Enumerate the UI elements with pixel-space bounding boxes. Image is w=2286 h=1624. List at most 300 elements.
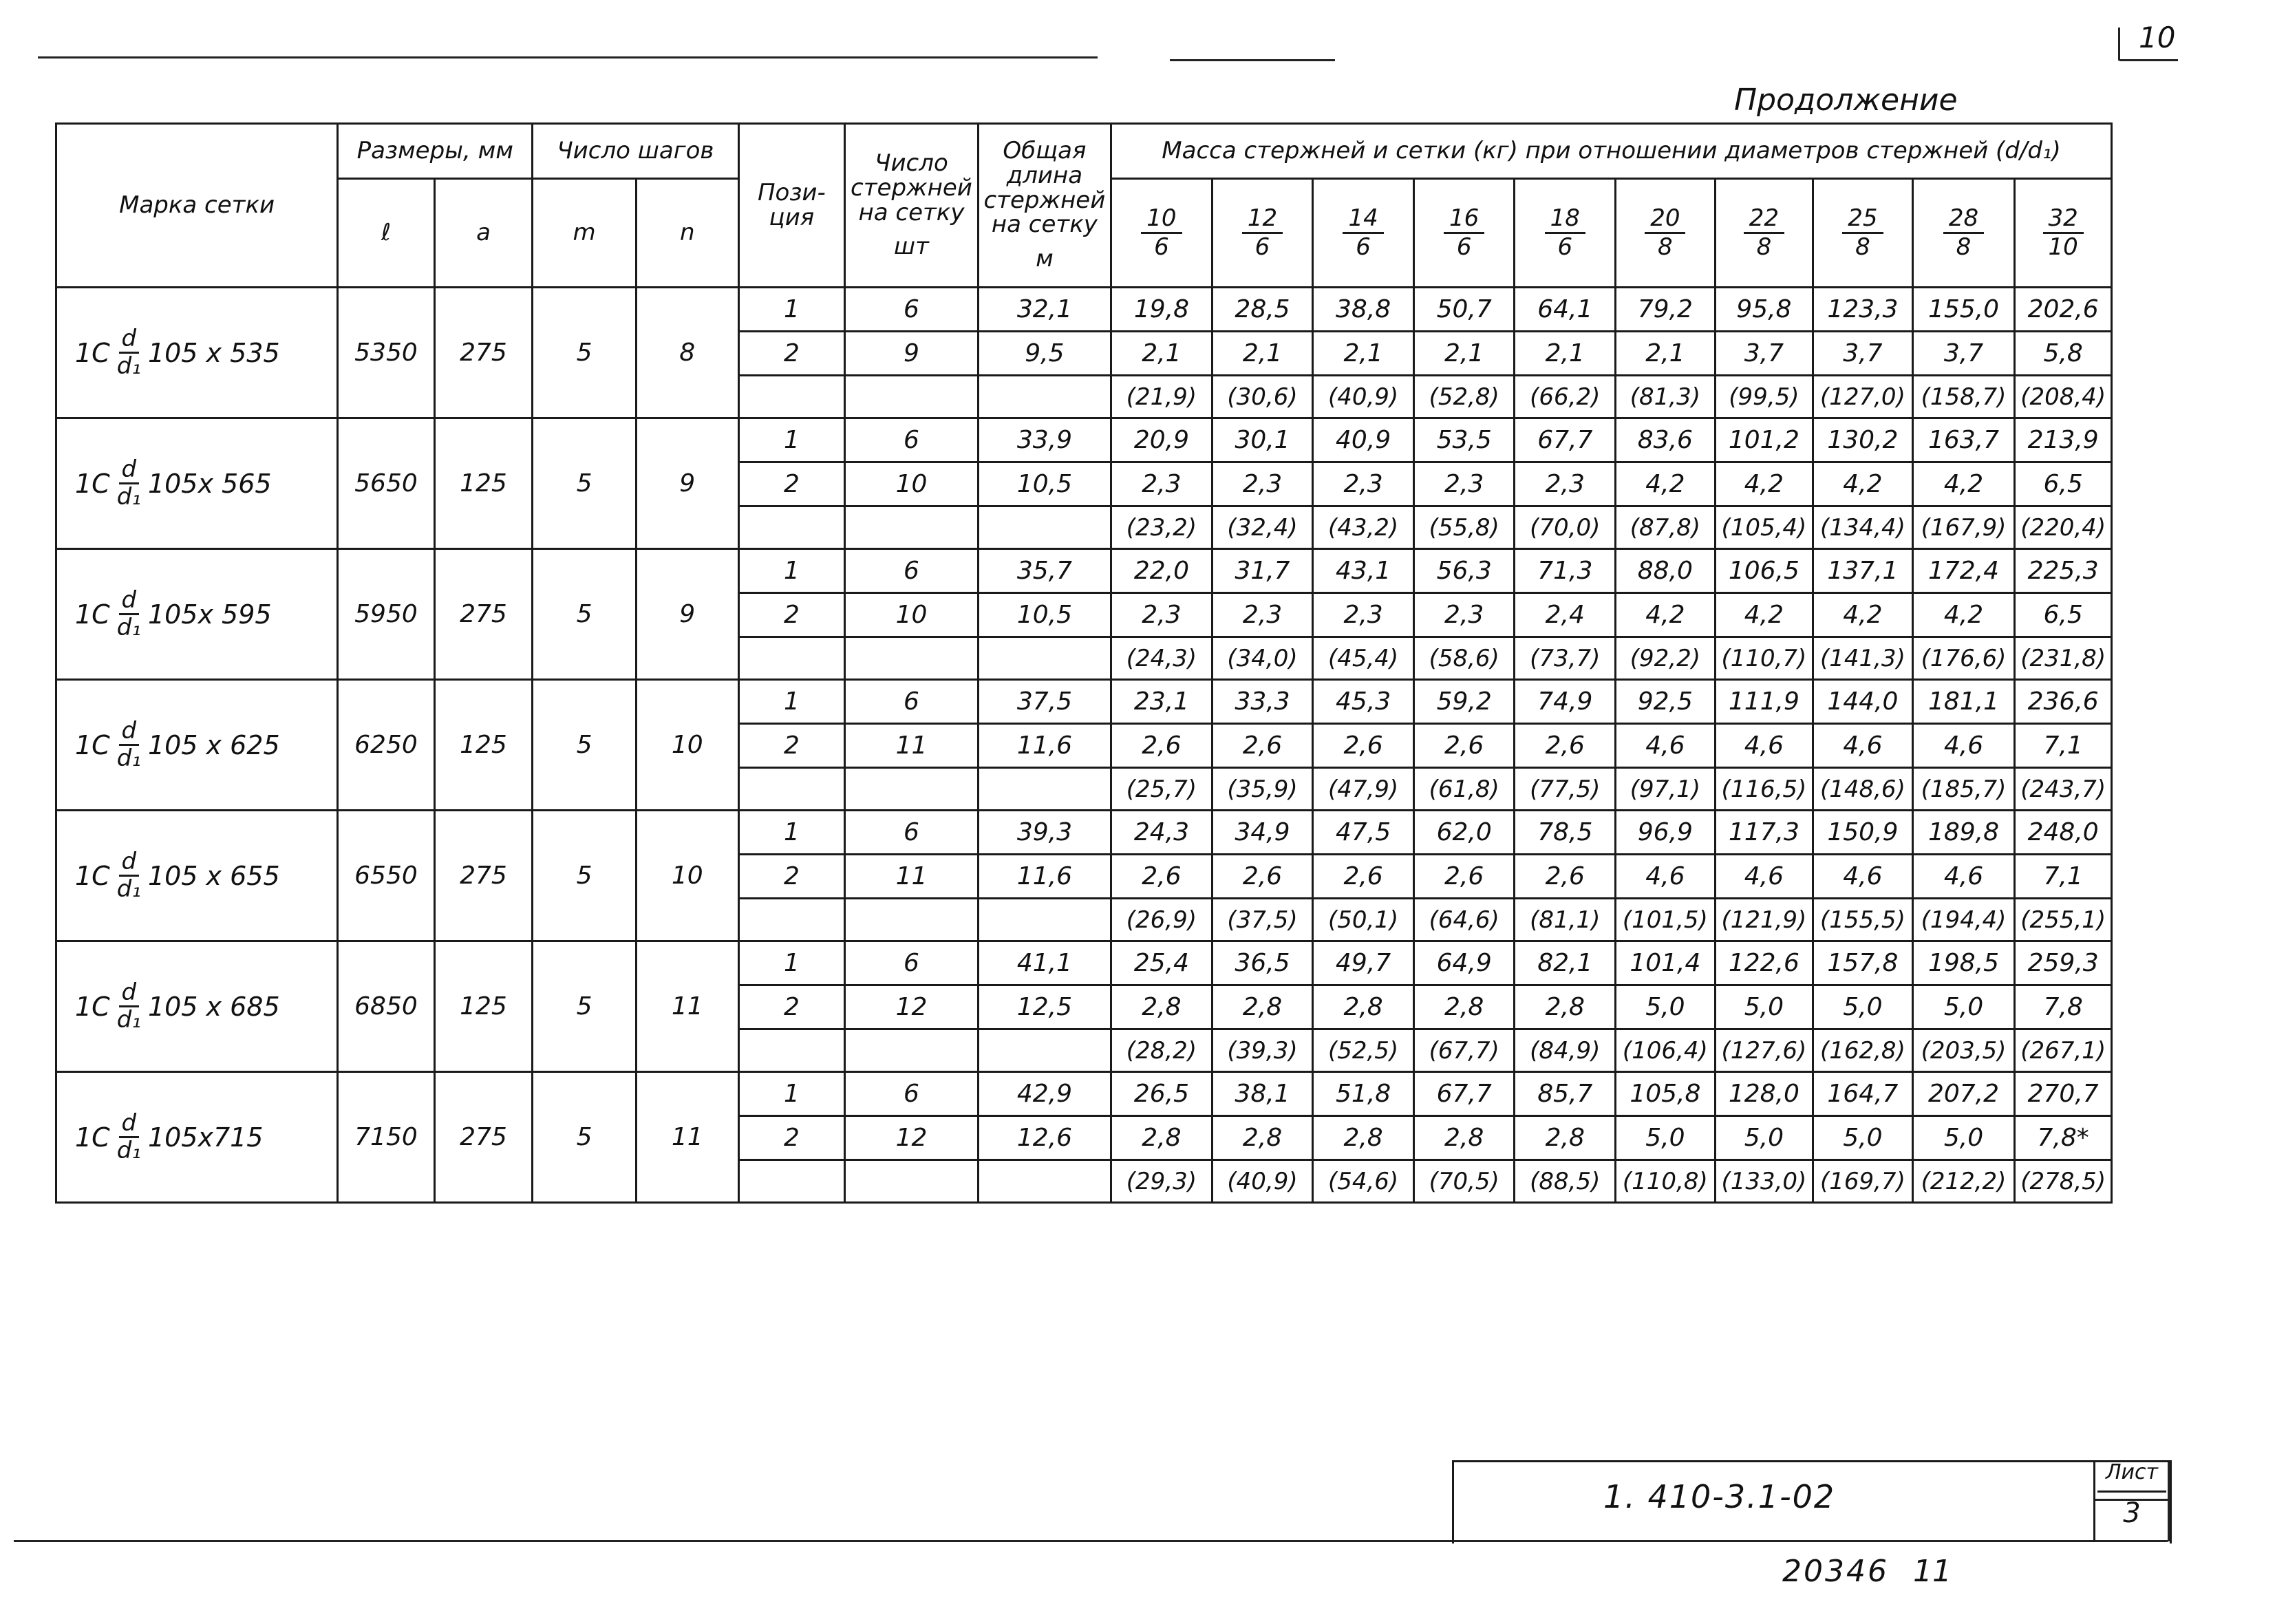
mass-cell: 144,0	[1813, 680, 1913, 724]
mass-cell: 30,1	[1212, 418, 1313, 462]
mass-cell: 43,1	[1313, 549, 1414, 593]
mark-size: 105 x 685	[147, 991, 280, 1022]
empty-cell	[845, 506, 978, 549]
mark-l: 6850	[338, 941, 434, 1072]
position-cell: 2	[738, 985, 845, 1029]
mass-cell: 2,8	[1515, 1116, 1616, 1160]
mark-frac-num: d	[119, 588, 140, 615]
header-l: ℓ	[338, 179, 434, 288]
total-mass-cell: (35,9)	[1212, 768, 1313, 811]
mark-fraction	[117, 718, 141, 772]
mass-cell: 2,3	[1515, 462, 1616, 506]
mark-l: 6250	[338, 680, 434, 811]
mass-cell: 85,7	[1515, 1072, 1616, 1116]
total-mass-cell: (81,1)	[1515, 899, 1616, 941]
empty-cell	[978, 768, 1111, 811]
total-mass-cell: (267,1)	[2015, 1029, 2112, 1072]
ratio-num: 18	[1545, 205, 1585, 234]
mass-cell: 164,7	[1813, 1072, 1913, 1116]
position-cell: 2	[738, 593, 845, 637]
mass-cell: 157,8	[1813, 941, 1913, 985]
count-cell: 12	[845, 1116, 978, 1160]
total-mass-cell: (55,8)	[1413, 506, 1515, 549]
length-cell: 42,9	[978, 1072, 1111, 1116]
mass-cell: 270,7	[2015, 1072, 2112, 1116]
empty-cell	[738, 768, 845, 811]
mark-cell	[56, 288, 338, 418]
mass-cell: 4,2	[1813, 593, 1913, 637]
ratio-den: 6	[1557, 233, 1573, 261]
total-mass-cell: (148,6)	[1813, 768, 1913, 811]
count-cell: 10	[845, 593, 978, 637]
mass-cell: 4,6	[1912, 855, 2015, 899]
mass-cell: 2,6	[1515, 855, 1616, 899]
mark-fraction	[117, 588, 141, 641]
mass-cell: 2,6	[1413, 855, 1515, 899]
count-cell: 12	[845, 985, 978, 1029]
mass-cell: 2,1	[1413, 332, 1515, 376]
total-mass-cell: (88,5)	[1515, 1160, 1616, 1203]
empty-cell	[738, 506, 845, 549]
ratio-num: 14	[1343, 205, 1383, 234]
ratio-den: 8	[1658, 233, 1673, 261]
mark-cell	[56, 811, 338, 941]
mass-cell: 2,8	[1515, 985, 1616, 1029]
mark-a: 125	[434, 941, 533, 1072]
total-mass-cell: (40,9)	[1212, 1160, 1313, 1203]
header-steps: Число шагов	[533, 124, 738, 179]
total-mass-cell: (212,2)	[1912, 1160, 2015, 1203]
total-mass-cell: (84,9)	[1515, 1029, 1616, 1072]
mark-fraction	[117, 980, 141, 1034]
mass-cell: 2,1	[1313, 332, 1414, 376]
count-cell: 6	[845, 680, 978, 724]
top-rule-left	[38, 56, 1098, 58]
mark-m: 5	[533, 549, 637, 680]
total-mass-cell: (52,5)	[1313, 1029, 1414, 1072]
mass-cell: 3,7	[1813, 332, 1913, 376]
mass-cell: 2,8	[1413, 1116, 1515, 1160]
header-count-label: Число стержней на сетку	[851, 149, 972, 226]
mass-cell: 45,3	[1313, 680, 1414, 724]
empty-cell	[845, 899, 978, 941]
total-mass-cell: (127,0)	[1813, 376, 1913, 418]
mass-cell: 5,0	[1715, 985, 1813, 1029]
total-mass-cell: (87,8)	[1616, 506, 1716, 549]
total-mass-cell: (40,9)	[1313, 376, 1414, 418]
mark-n: 9	[636, 549, 738, 680]
mass-cell: 172,4	[1912, 549, 2015, 593]
mass-cell: 2,8	[1111, 1116, 1213, 1160]
empty-cell	[978, 376, 1111, 418]
total-mass-cell: (134,4)	[1813, 506, 1913, 549]
header-mass: Масса стержней и сетки (кг) при отношении диаметров стержней (d/d₁)	[1111, 124, 2112, 179]
mark-n: 10	[636, 811, 738, 941]
mark-size: 105 x 625	[147, 729, 280, 760]
mass-cell: 5,0	[1616, 1116, 1716, 1160]
total-mass-cell: (127,6)	[1715, 1029, 1813, 1072]
total-mass-cell: (121,9)	[1715, 899, 1813, 941]
mass-cell: 2,1	[1515, 332, 1616, 376]
mark-m: 5	[533, 288, 637, 418]
mass-cell: 24,3	[1111, 811, 1213, 855]
header-ratio	[1413, 179, 1515, 288]
position-cell: 1	[738, 941, 845, 985]
mass-cell: 53,5	[1413, 418, 1515, 462]
position-cell: 1	[738, 1072, 845, 1116]
mass-cell: 5,0	[1813, 985, 1913, 1029]
length-cell: 9,5	[978, 332, 1111, 376]
mass-cell: 5,0	[1715, 1116, 1813, 1160]
mass-cell: 111,9	[1715, 680, 1813, 724]
mark-l: 7150	[338, 1072, 434, 1203]
total-mass-cell: (106,4)	[1616, 1029, 1716, 1072]
mass-cell: 198,5	[1912, 941, 2015, 985]
total-mass-cell: (81,3)	[1616, 376, 1716, 418]
mark-fraction	[117, 457, 141, 511]
ratio-num: 12	[1242, 205, 1283, 234]
mass-cell: 4,2	[1912, 462, 2015, 506]
total-mass-cell: (66,2)	[1515, 376, 1616, 418]
total-mass-cell: (25,7)	[1111, 768, 1213, 811]
mass-cell: 155,0	[1912, 288, 2015, 332]
ratio-num: 20	[1645, 205, 1685, 234]
total-mass-cell: (162,8)	[1813, 1029, 1913, 1072]
ratio-den: 6	[1154, 233, 1169, 261]
mass-cell: 2,6	[1111, 724, 1213, 768]
mass-cell: 2,3	[1413, 593, 1515, 637]
position-cell: 1	[738, 418, 845, 462]
total-mass-cell: (105,4)	[1715, 506, 1813, 549]
mark-frac-den: d₁	[116, 614, 141, 641]
mark-l: 6550	[338, 811, 434, 941]
header-ratio	[1111, 179, 1213, 288]
mass-cell: 38,1	[1212, 1072, 1313, 1116]
mass-cell: 2,6	[1111, 855, 1213, 899]
ratio-num: 28	[1943, 205, 1984, 234]
mass-cell: 105,8	[1616, 1072, 1716, 1116]
count-cell: 6	[845, 288, 978, 332]
mass-cell: 64,9	[1413, 941, 1515, 985]
empty-cell	[738, 376, 845, 418]
total-mass-cell: (194,4)	[1912, 899, 2015, 941]
mass-cell: 50,7	[1413, 288, 1515, 332]
mass-cell: 3,7	[1715, 332, 1813, 376]
mass-cell: 2,6	[1413, 724, 1515, 768]
table-row	[56, 288, 2112, 332]
mark-prefix: 1С	[75, 468, 110, 499]
mass-cell: 4,2	[1616, 462, 1716, 506]
mass-cell: 33,3	[1212, 680, 1313, 724]
empty-cell	[845, 376, 978, 418]
mark-n: 8	[636, 288, 738, 418]
ratio-num: 32	[2043, 205, 2084, 234]
header-ratio	[1616, 179, 1716, 288]
sheet-label: Лист	[2097, 1460, 2166, 1493]
mark-frac-den: d₁	[116, 745, 141, 772]
header-ratio	[1515, 179, 1616, 288]
header-length	[978, 124, 1111, 288]
mass-cell: 3,7	[1912, 332, 2015, 376]
header-mark: Марка сетки	[56, 124, 338, 288]
mass-cell: 47,5	[1313, 811, 1414, 855]
mass-cell: 150,9	[1813, 811, 1913, 855]
mass-cell: 31,7	[1212, 549, 1313, 593]
length-cell: 41,1	[978, 941, 1111, 985]
total-mass-cell: (243,7)	[2015, 768, 2112, 811]
mass-cell: 4,2	[1616, 593, 1716, 637]
mark-l: 5350	[338, 288, 434, 418]
ratio-den: 10	[2048, 233, 2078, 261]
top-rule-right	[2119, 59, 2178, 61]
total-mass-cell: (110,8)	[1616, 1160, 1716, 1203]
total-mass-cell: (208,4)	[2015, 376, 2112, 418]
total-mass-cell: (73,7)	[1515, 637, 1616, 680]
total-mass-cell: (101,5)	[1616, 899, 1716, 941]
mass-cell: 259,3	[2015, 941, 2112, 985]
mass-cell: 137,1	[1813, 549, 1913, 593]
mass-cell: 74,9	[1515, 680, 1616, 724]
mass-cell: 2,3	[1111, 593, 1213, 637]
mass-cell: 122,6	[1715, 941, 1813, 985]
mass-cell: 225,3	[2015, 549, 2112, 593]
mass-cell: 59,2	[1413, 680, 1515, 724]
total-mass-cell: (99,5)	[1715, 376, 1813, 418]
mass-cell: 64,1	[1515, 288, 1616, 332]
position-cell: 1	[738, 288, 845, 332]
continuation-label: Продолжение	[1734, 83, 1958, 118]
ratio-den: 8	[1855, 233, 1870, 261]
header-sizes: Размеры, мм	[338, 124, 533, 179]
total-mass-cell: (70,5)	[1413, 1160, 1515, 1203]
mass-cell: 62,0	[1413, 811, 1515, 855]
header-ratio	[1813, 179, 1913, 288]
mass-cell: 106,5	[1715, 549, 1813, 593]
mass-cell: 5,0	[1912, 1116, 2015, 1160]
mark-m: 5	[533, 1072, 637, 1203]
mark-a: 125	[434, 680, 533, 811]
mark-frac-den: d₁	[116, 483, 141, 511]
total-mass-cell: (50,1)	[1313, 899, 1414, 941]
inventory-number: 20346	[1782, 1554, 1889, 1589]
mass-cell: 82,1	[1515, 941, 1616, 985]
total-mass-cell: (30,6)	[1212, 376, 1313, 418]
mass-cell: 2,3	[1313, 593, 1414, 637]
empty-cell	[978, 899, 1111, 941]
mass-cell: 19,8	[1111, 288, 1213, 332]
total-mass-cell: (34,0)	[1212, 637, 1313, 680]
table-row	[56, 1072, 2112, 1116]
mass-cell: 2,6	[1313, 724, 1414, 768]
mark-size: 105 x 535	[147, 337, 280, 368]
header-n: n	[636, 179, 738, 288]
mark-frac-den: d₁	[116, 1006, 141, 1034]
mark-prefix: 1С	[75, 599, 110, 630]
mark-cell	[56, 680, 338, 811]
mark-size: 105x 565	[147, 468, 272, 499]
mark-cell	[56, 941, 338, 1072]
mass-cell: 4,2	[1813, 462, 1913, 506]
mark-n: 10	[636, 680, 738, 811]
total-mass-cell: (26,9)	[1111, 899, 1213, 941]
mass-cell: 92,5	[1616, 680, 1716, 724]
mass-cell: 2,8	[1212, 1116, 1313, 1160]
mass-cell: 2,3	[1212, 462, 1313, 506]
mass-cell: 7,1	[2015, 855, 2112, 899]
empty-cell	[738, 1160, 845, 1203]
total-mass-cell: (29,3)	[1111, 1160, 1213, 1203]
table-row	[56, 941, 2112, 985]
length-cell: 10,5	[978, 593, 1111, 637]
mark-cell	[56, 1072, 338, 1203]
mass-cell: 4,6	[1616, 724, 1716, 768]
length-cell: 12,5	[978, 985, 1111, 1029]
table-row	[56, 680, 2112, 724]
header-count-unit: шт	[894, 233, 929, 261]
empty-cell	[738, 1029, 845, 1072]
position-cell: 2	[738, 332, 845, 376]
mark-size: 105x 595	[147, 599, 272, 630]
ratio-den: 8	[1756, 233, 1772, 261]
length-cell: 37,5	[978, 680, 1111, 724]
mass-cell: 2,3	[1413, 462, 1515, 506]
mass-cell: 4,6	[1813, 855, 1913, 899]
length-cell: 35,7	[978, 549, 1111, 593]
reinforcement-mesh-table	[55, 122, 2113, 1204]
mark-prefix: 1С	[75, 991, 110, 1022]
mass-cell: 2,1	[1212, 332, 1313, 376]
empty-cell	[978, 1029, 1111, 1072]
mass-cell: 5,0	[1813, 1116, 1913, 1160]
mark-frac-num: d	[119, 980, 140, 1007]
length-cell: 39,3	[978, 811, 1111, 855]
mass-cell: 4,6	[1813, 724, 1913, 768]
ratio-den: 6	[1254, 233, 1270, 261]
ratio-den: 6	[1456, 233, 1472, 261]
mark-frac-num: d	[119, 457, 140, 484]
total-mass-cell: (92,2)	[1616, 637, 1716, 680]
header-length-unit: м	[1036, 245, 1054, 273]
total-mass-cell: (21,9)	[1111, 376, 1213, 418]
position-cell: 1	[738, 549, 845, 593]
total-mass-cell: (167,9)	[1912, 506, 2015, 549]
empty-cell	[978, 506, 1111, 549]
mass-cell: 248,0	[2015, 811, 2112, 855]
mass-cell: 88,0	[1616, 549, 1716, 593]
mass-cell: 96,9	[1616, 811, 1716, 855]
mass-cell: 2,3	[1111, 462, 1213, 506]
count-cell: 6	[845, 418, 978, 462]
count-cell: 11	[845, 724, 978, 768]
mass-cell: 213,9	[2015, 418, 2112, 462]
header-length-label: Общая длина стержней на сетку	[983, 137, 1106, 239]
mark-fraction	[117, 1111, 141, 1164]
mass-cell: 2,8	[1111, 985, 1213, 1029]
length-cell: 32,1	[978, 288, 1111, 332]
count-cell: 6	[845, 1072, 978, 1116]
count-cell: 10	[845, 462, 978, 506]
mass-cell: 7,8*	[2015, 1116, 2112, 1160]
mark-prefix: 1С	[75, 860, 110, 891]
mark-m: 5	[533, 941, 637, 1072]
total-mass-cell: (110,7)	[1715, 637, 1813, 680]
mass-cell: 38,8	[1313, 288, 1414, 332]
mass-cell: 4,2	[1715, 462, 1813, 506]
top-rule-mid	[1170, 59, 1335, 61]
mark-a: 275	[434, 1072, 533, 1203]
position-cell: 1	[738, 811, 845, 855]
mass-cell: 67,7	[1413, 1072, 1515, 1116]
mass-cell: 49,7	[1313, 941, 1414, 985]
header-ratio	[1212, 179, 1313, 288]
position-cell: 2	[738, 1116, 845, 1160]
ratio-den: 6	[1356, 233, 1371, 261]
mass-cell: 101,2	[1715, 418, 1813, 462]
total-mass-cell: (43,2)	[1313, 506, 1414, 549]
mass-cell: 26,5	[1111, 1072, 1213, 1116]
mass-cell: 78,5	[1515, 811, 1616, 855]
total-mass-cell: (169,7)	[1813, 1160, 1913, 1203]
length-cell: 11,6	[978, 855, 1111, 899]
table-body	[56, 288, 2112, 1203]
total-mass-cell: (52,8)	[1413, 376, 1515, 418]
mass-cell: 95,8	[1715, 288, 1813, 332]
mass-cell: 117,3	[1715, 811, 1813, 855]
mass-cell: 5,0	[1616, 985, 1716, 1029]
position-cell: 1	[738, 680, 845, 724]
mass-cell: 207,2	[1912, 1072, 2015, 1116]
mass-cell: 2,8	[1212, 985, 1313, 1029]
mass-cell: 2,1	[1111, 332, 1213, 376]
mass-cell: 2,1	[1616, 332, 1716, 376]
total-mass-cell: (203,5)	[1912, 1029, 2015, 1072]
page-number-divider	[2118, 28, 2120, 61]
total-mass-cell: (231,8)	[2015, 637, 2112, 680]
position-cell: 2	[738, 855, 845, 899]
mark-frac-num: d	[119, 718, 140, 746]
mark-size: 105x715	[147, 1122, 264, 1153]
mass-cell: 2,8	[1313, 985, 1414, 1029]
total-mass-cell: (116,5)	[1715, 768, 1813, 811]
ratio-num: 16	[1444, 205, 1484, 234]
position-cell: 2	[738, 462, 845, 506]
total-mass-cell: (39,3)	[1212, 1029, 1313, 1072]
total-mass-cell: (70,0)	[1515, 506, 1616, 549]
table-row	[56, 418, 2112, 462]
mark-n: 11	[636, 1072, 738, 1203]
table-row	[56, 549, 2112, 593]
ratio-den: 8	[1956, 233, 1972, 261]
total-mass-cell: (47,9)	[1313, 768, 1414, 811]
mass-cell: 5,8	[2015, 332, 2112, 376]
mark-fraction	[117, 849, 141, 903]
mass-cell: 130,2	[1813, 418, 1913, 462]
mark-m: 5	[533, 811, 637, 941]
mass-cell: 4,6	[1912, 724, 2015, 768]
mass-cell: 20,9	[1111, 418, 1213, 462]
mass-cell: 36,5	[1212, 941, 1313, 985]
total-mass-cell: (61,8)	[1413, 768, 1515, 811]
mass-cell: 4,6	[1715, 724, 1813, 768]
total-mass-cell: (28,2)	[1111, 1029, 1213, 1072]
mass-cell: 23,1	[1111, 680, 1213, 724]
count-cell: 11	[845, 855, 978, 899]
mass-cell: 2,3	[1212, 593, 1313, 637]
mass-cell: 6,5	[2015, 462, 2112, 506]
mass-cell: 123,3	[1813, 288, 1913, 332]
mass-cell: 181,1	[1912, 680, 2015, 724]
empty-cell	[845, 1160, 978, 1203]
